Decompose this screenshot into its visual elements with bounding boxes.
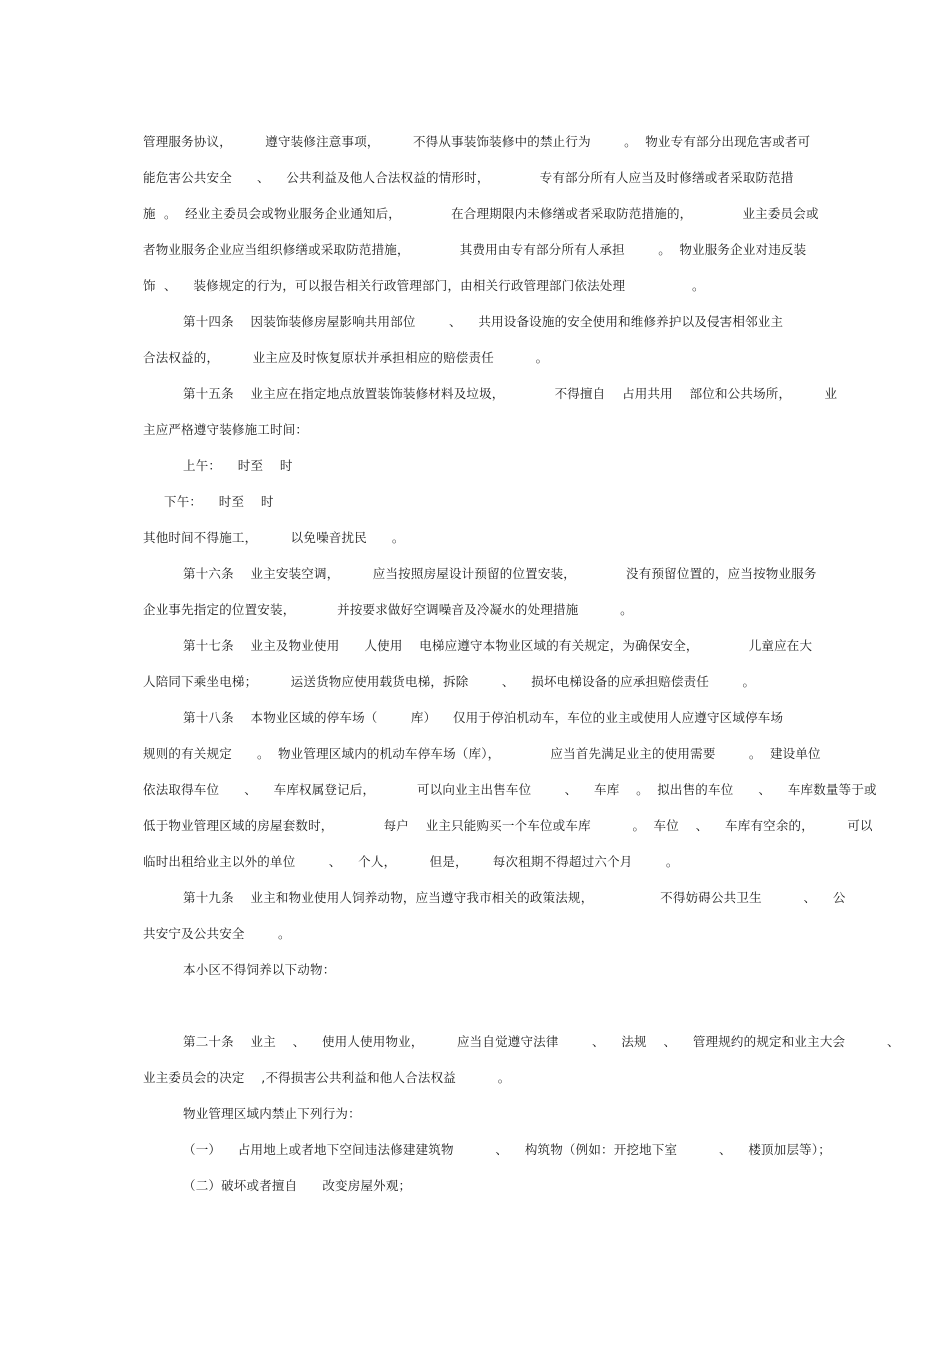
article-heading-line: 第十七条 业主及物业使用 人使用 电梯应遵守本物业区域的有关规定，为确保安全， 儿童应在大 bbox=[183, 638, 813, 653]
text-line: 业主委员会的决定 ,不得损害公共利益和他人合法权益 。 bbox=[143, 1070, 511, 1085]
article-heading-line: 第二十条 业主 、 使用人使用物业， 应当自觉遵守法律 、 法规 、 管理规约的规定和业主大会 、 bbox=[183, 1034, 900, 1049]
article-heading-line: 第十九条 业主和物业使用人饲养动物，应当遵守我市相关的政策法规， 不得妨碍公共卫生 、 公 bbox=[183, 890, 846, 905]
list-item: （一） 占用地上或者地下空间违法修建建筑物 、 构筑物（例如：开挖地下室 、 楼顶加层等）； bbox=[183, 1142, 832, 1157]
text-line: 合法权益的， 业主应及时恢复原状并承担相应的赔偿责任 。 bbox=[143, 350, 549, 365]
text-line: 主应严格遵守装修施工时间： bbox=[143, 422, 309, 437]
article-heading-line: 第十五条 业主应在指定地点放置装饰装修材料及垃圾， 不得擅自 占用共用 部位和公共场所， 业 bbox=[183, 386, 838, 401]
text-line: 者物业服务企业应当组织修缮或采取防范措施， 其费用由专有部分所有人承担 。 物业服务企业对违反装 bbox=[143, 242, 807, 257]
text-line: 人陪同下乘坐电梯； 运送货物应使用载货电梯，拆除 、 损坏电梯设备的应承担赔偿责任 。 bbox=[143, 674, 756, 689]
text-line: 能危害公共安全 、 公共利益及他人合法权益的情形时， 专有部分所有人应当及时修缮或者采取防范措 bbox=[143, 170, 794, 185]
article-heading-line: 第十八条 本物业区域的停车场（ 库） 仅用于停泊机动车，车位的业主或使用人应遵守区域停车场 bbox=[183, 710, 784, 725]
text-line: 依法取得车位 、 车库权属登记后， 可以向业主出售车位 、 车库 。 拟出售的车位 、 车库数量等于或 bbox=[143, 782, 877, 797]
text-line: 其他时间不得施工， 以免噪音扰民 。 bbox=[143, 530, 405, 545]
article-heading-line: 第十四条 因装饰装修房屋影响共用部位 、 共用设备设施的安全使用和维修养护以及侵害相邻业主 bbox=[183, 314, 784, 329]
text-line: 本小区不得饲养以下动物： bbox=[183, 962, 336, 977]
text-line: 临时出租给业主以外的单位 、 个人， 但是， 每次租期不得超过六个月 。 bbox=[143, 854, 679, 869]
text-line: 饰 、 装修规定的行为，可以报告相关行政管理部门，由相关行政管理部门依法处理 。 bbox=[143, 278, 705, 293]
text-line: 低于物业管理区域的房屋套数时， 每户 业主只能购买一个车位或车库 。 车位 、 车库有空余的， 可以 bbox=[143, 818, 873, 833]
text-line: 共安宁及公共安全 。 bbox=[143, 926, 291, 941]
text-line: 施 。 经业主委员会或物业服务企业通知后， 在合理期限内未修缮或者采取防范措施的， 业主委员会或 bbox=[143, 206, 819, 221]
text-line: 企业事先指定的位置安装， 并按要求做好空调噪音及冷凝水的处理措施 。 bbox=[143, 602, 633, 617]
text-line: 管理服务协议， 遵守装修注意事项， 不得从事装饰装修中的禁止行为 。 物业专有部分出现危害或者可 bbox=[143, 134, 811, 149]
text-line: 规则的有关规定 。 物业管理区域内的机动车停车场（库）， 应当首先满足业主的使用需要 。 建设单位 bbox=[143, 746, 821, 761]
article-heading-line: 第十六条 业主安装空调， 应当按照房屋设计预留的位置安装， 没有预留位置的，应当按物业服务 bbox=[183, 566, 817, 581]
morning-hours-line: 上午： 时至 时 bbox=[183, 458, 293, 473]
afternoon-hours-line: 下午： 时至 时 bbox=[164, 494, 274, 509]
text-line: 物业管理区域内禁止下列行为： bbox=[183, 1106, 361, 1121]
list-item: （二）破坏或者擅自 改变房屋外观； bbox=[183, 1178, 412, 1193]
